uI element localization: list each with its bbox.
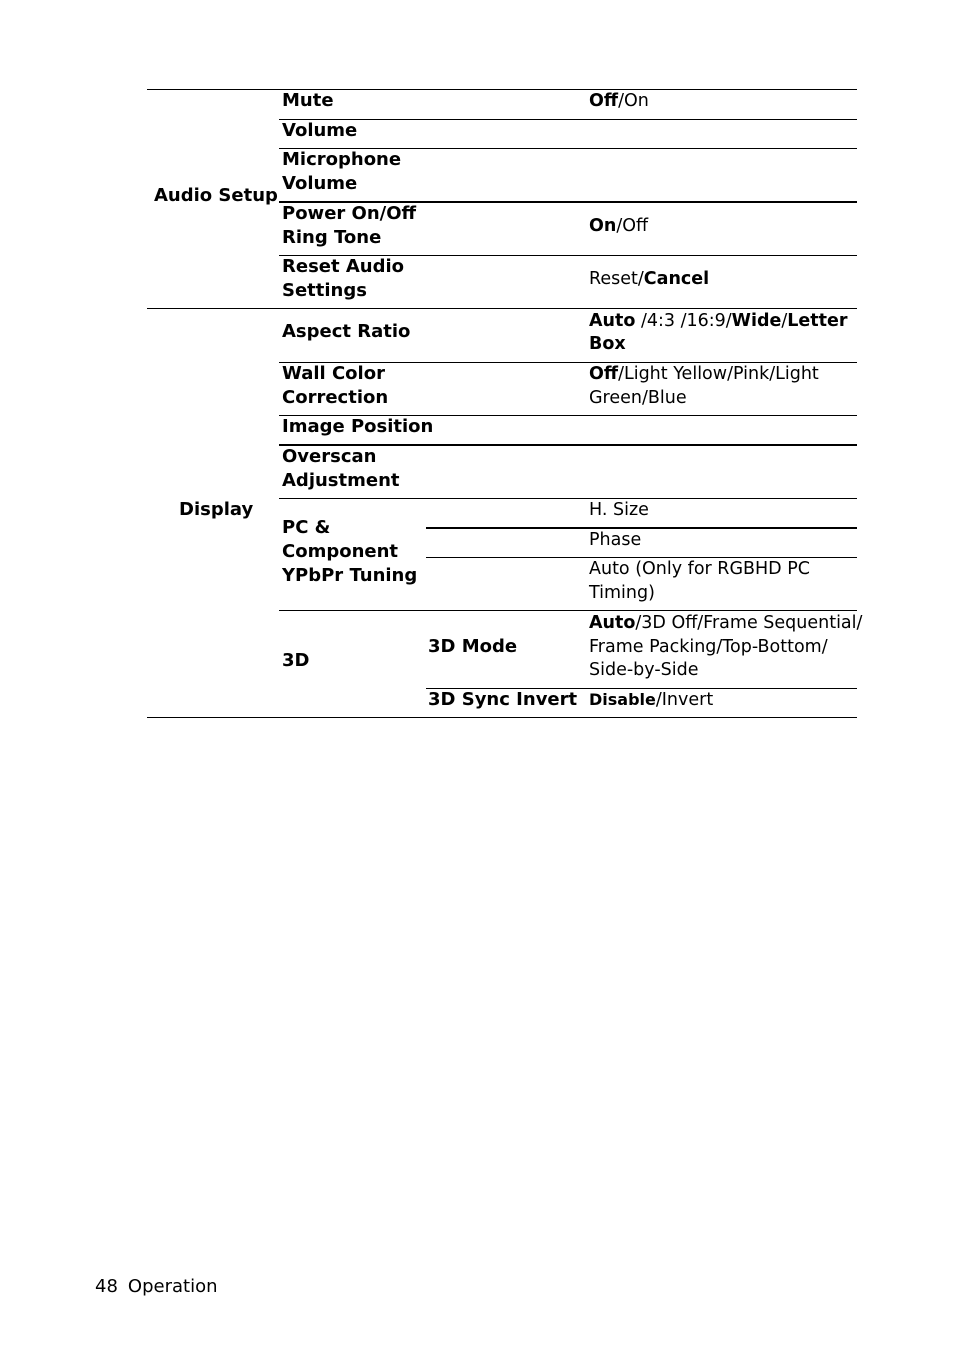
option-default: Auto	[589, 311, 636, 331]
item-reset-audio-2: Settings	[282, 280, 367, 301]
option-rest: /4:3 /16:9/	[635, 311, 732, 331]
option-wall-color-2: Green/Blue	[589, 388, 687, 408]
item-mic-volume-2: Volume	[282, 173, 358, 194]
item-reset-audio-1: Reset Audio	[282, 256, 405, 277]
option-3d-mode-1	[589, 611, 862, 635]
item-image-position: Image Position	[282, 416, 434, 437]
option-default: On	[589, 216, 617, 236]
page-number: 48	[95, 1276, 118, 1297]
option-rest: /3D Off/Frame Sequential/	[635, 613, 863, 633]
item-pc-tuning-3: YPbPr Tuning	[282, 565, 418, 586]
rule-hsize	[426, 527, 857, 529]
option-reset-audio	[589, 267, 709, 291]
option-letter: Letter	[787, 311, 848, 331]
option-3d-mode-3: Side-by-Side	[589, 660, 699, 680]
option-rest: Reset/	[589, 269, 644, 289]
rule-overscan	[279, 498, 857, 499]
option-wall-color-1	[589, 362, 819, 386]
option-h-size: H. Size	[589, 500, 649, 520]
option-default: Cancel	[643, 269, 710, 289]
item-pc-tuning-1: PC &	[282, 517, 331, 538]
group-display: Display	[179, 499, 254, 520]
option-default: Auto	[589, 613, 636, 633]
option-rest: /Off	[616, 216, 649, 236]
option-aspect-ratio-2: Box	[589, 334, 626, 354]
option-phase: Phase	[589, 530, 642, 550]
option-wide: Wide	[731, 311, 782, 331]
option-aspect-ratio-1	[589, 309, 848, 333]
option-default: Disable	[589, 690, 656, 709]
option-ring-tone	[589, 214, 648, 238]
item-volume: Volume	[282, 120, 358, 141]
group-audio-setup: Audio Setup	[154, 185, 278, 206]
option-slash: /	[781, 311, 788, 331]
item-3d: 3D	[282, 650, 310, 671]
item-ring-tone-1: Power On/Off	[282, 203, 417, 224]
section-name: Operation	[127, 1276, 218, 1297]
option-rest: /Invert	[655, 690, 714, 710]
page-footer	[95, 1275, 227, 1299]
item-pc-tuning-2: Component	[282, 541, 399, 562]
item-3d-mode: 3D Mode	[428, 636, 518, 657]
item-ring-tone-2: Ring Tone	[282, 227, 382, 248]
item-mic-volume-1: Microphone	[282, 149, 402, 170]
option-default: Off	[589, 91, 619, 111]
item-wall-color-1: Wall Color	[282, 363, 385, 384]
rule-top	[147, 89, 857, 90]
item-mute: Mute	[282, 90, 334, 111]
item-wall-color-2: Correction	[282, 387, 389, 408]
option-3d-mode-2: Frame Packing/Top-Bottom/	[589, 637, 828, 657]
rule-mute	[279, 119, 857, 120]
option-auto-1: Auto (Only for RGBHD PC	[589, 559, 810, 579]
option-mute	[589, 89, 649, 113]
option-auto-2: Timing)	[589, 583, 655, 603]
item-overscan-1: Overscan	[282, 446, 377, 467]
item-overscan-2: Adjustment	[282, 470, 400, 491]
option-3d-sync-invert	[589, 688, 713, 712]
rule-bottom	[147, 717, 857, 718]
item-aspect-ratio: Aspect Ratio	[282, 321, 411, 342]
option-default: Off	[589, 364, 619, 384]
option-rest: /On	[618, 91, 649, 111]
item-3d-sync-invert: 3D Sync Invert	[428, 689, 578, 710]
option-rest: /Light Yellow/Pink/Light	[618, 364, 819, 384]
